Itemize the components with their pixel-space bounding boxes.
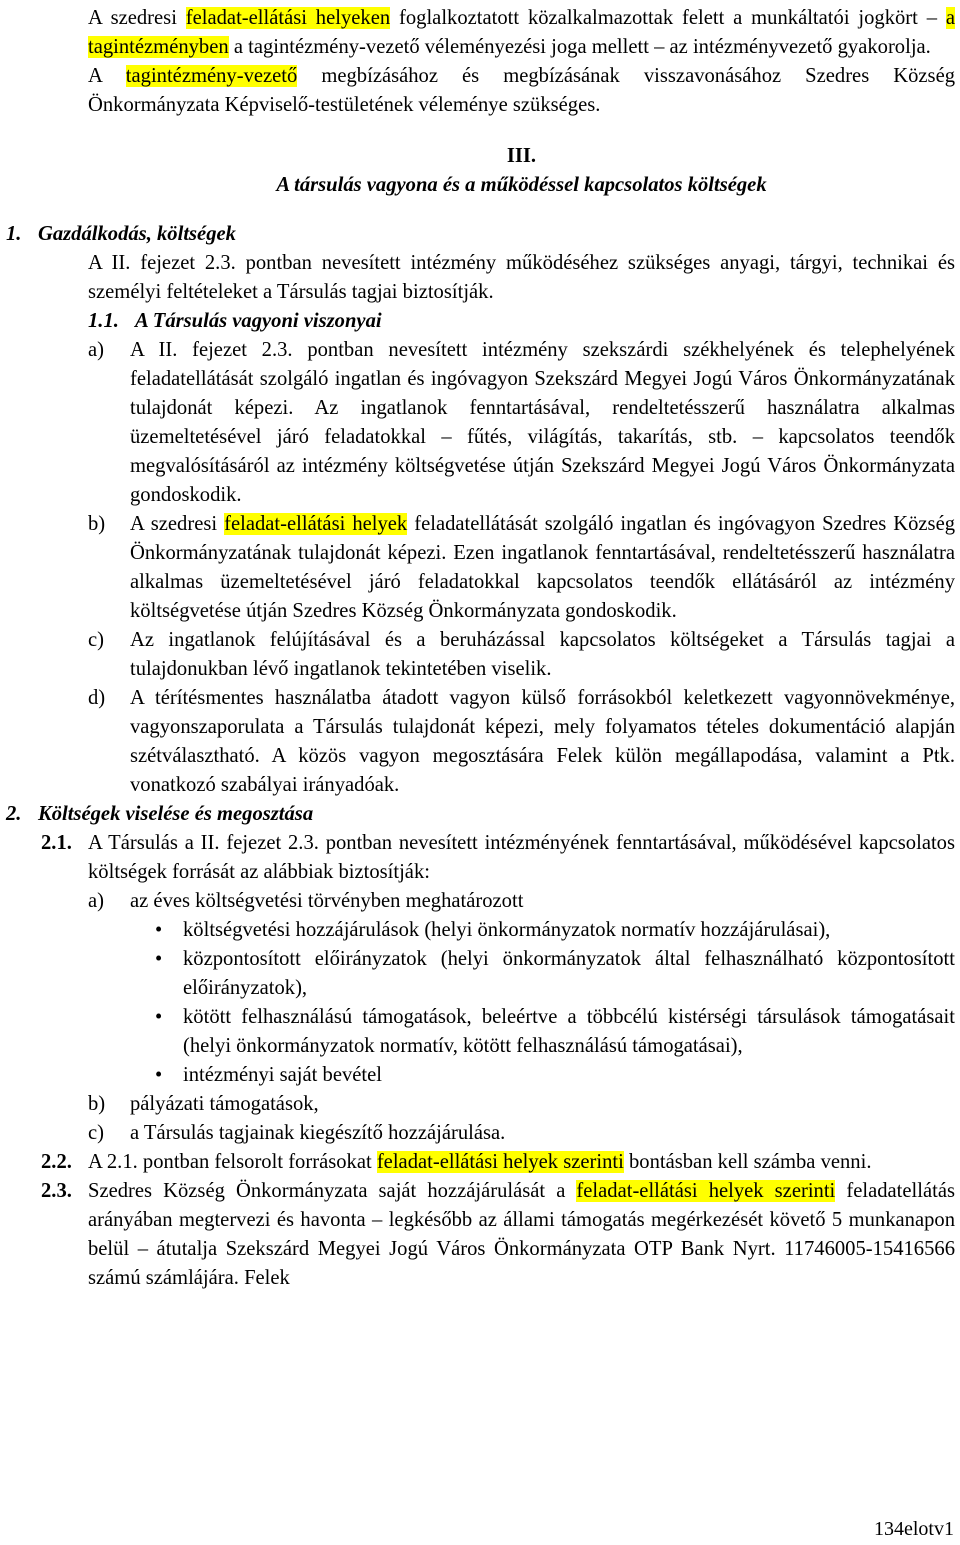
list-item-2-1-a: a) az éves költségvetési törvényben meghatározott <box>88 890 524 912</box>
list-item-2-1-c: c) a Társulás tagjainak kiegészítő hozzájárulása. <box>88 1122 506 1144</box>
list-item-d: d) A térítésmentes használatba átadott vagyon külső forrásokból keletkezett vagyonnövekménye, vagyonszaporulata a Társulás tulajdonát képezi, mely folyamatos tételes dokumentáció alapján szétválasztható. A közös vagyon megosztására Felek külön megállapodása, valamint a Ptk. vonatkozó szabályai irányadóak. <box>88 687 955 796</box>
highlight: tagintézmény-vezető <box>125 65 298 87</box>
highlight: feladat-ellátási helyeken <box>185 7 391 29</box>
list-item-a: a) A II. fejezet 2.3. pontban nevesített intézmény szekszárdi székhelyének és telephelyének feladatellátását szolgáló ingatlan és ingóvagyon Szekszárd Megyei Jogú Város Önkormányzatának tulajdonát képezi. Az ingatlanok fenntartásával, rendeltetésszerű használatra alkalmas üzemeltetésével járó feladatokkal – fűtés, világítás, takarítás, stb. – kapcsolatos teendők megvalósításáról az intézmény költségvetése útján Szekszárd Megyei Jogú Város Önkormányzata gondoskodik. <box>88 339 955 506</box>
heading-2: 2. Költségek viselése és megosztása <box>6 803 314 825</box>
highlight: feladat-ellátási helyek szerinti <box>376 1151 624 1173</box>
bullet-icon: • <box>155 1006 163 1028</box>
section-title: A társulás vagyona és a működéssel kapcsolatos költségek <box>276 174 767 196</box>
heading-1: 1. Gazdálkodás, költségek <box>6 223 236 245</box>
highlight: feladat-ellátási helyek <box>224 513 408 535</box>
bullet-icon: • <box>155 1064 163 1086</box>
document-page <box>6 4 956 1293</box>
list-item-c: c) Az ingatlanok felújításával és a beruházással kapcsolatos költségeket a Társulás tagjai a tulajdonukban lévő ingatlanok tekintetében viselik. <box>88 629 955 680</box>
list-item-b: b) A szedresi feladat-ellátási helyek feladatellátását szolgáló ingatlan és ingóvagyon Szedres Község Önkormányzatának tulajdonát képezi. Ezen ingatlanok fenntartásával, rendeltetésszerű használatra alkalmas üzemeltetésével járó feladatokkal kapcsolatos teendők ellátásáról az intézmény költségvetése útján Szedres Község Önkormányzata gondoskodik. <box>88 513 956 622</box>
bullet-list <box>88 916 955 1090</box>
subsection-2-3: 2.3. Szedres Község Önkormányzata saját hozzájárulását a feladat-ellátási helyek szerinti feladatellátás arányában megtervezi és havonta – legkésőbb az állami támogatás megérkezését követő 5 munkanapon belül – átutalja Szekszárd Megyei Jogú Város Önkormányzata OTP Bank Nyrt. 11746005-15416566 számú számlájára. Felek <box>41 1180 955 1289</box>
subsection-2-2: 2.2. A 2.1. pontban felsorolt forrásokat feladat-ellátási helyek szerinti bontásban kell számba venni. <box>41 1151 872 1173</box>
section-number: III. <box>506 145 537 167</box>
bullet-icon: • <box>155 948 163 970</box>
highlight: a tagintézményben <box>88 7 956 58</box>
intro-paragraph-1: A szedresi feladat-ellátási helyeken foglalkoztatott közalkalmazottak felett a munkáltatói jogkört – a tagintézményben a tagintézmény-vezető véleményezési joga mellett – az intézményvezető gyakorolja. <box>88 7 956 58</box>
intro-paragraph-2: A tagintézmény-vezető megbízásához és megbízásának visszavonásához Szedres Község Önkormányzata Képviselő-testületének véleménye szükséges. <box>88 65 956 116</box>
bullet-item: • központosított előirányzatok (helyi önkormányzatok által felhasználható központosított előirányzatok), <box>88 945 955 1003</box>
bullet-item: • költségvetési hozzájárulások (helyi önkormányzatok normatív hozzájárulásai), <box>88 916 955 945</box>
paragraph-1: A II. fejezet 2.3. pontban nevesített intézmény működéséhez szükséges anyagi, tárgyi, technikai és személyi feltételeket a Társulás tagjai biztosítják. <box>88 252 955 303</box>
bullet-icon: • <box>155 919 163 941</box>
bullet-item: • kötött felhasználású támogatások, beleértve a többcélú kistérségi társulások támogatásait (helyi önkormányzatok normatív, kötött felhasználású támogatásai), <box>88 1003 955 1061</box>
subsection-2-1: 2.1. A Társulás a II. fejezet 2.3. pontban nevesített intézményének fenntartásával, működésével kapcsolatos költségek forrását az alábbiak biztosítják: <box>41 832 955 883</box>
page-footer: 134elotv1 <box>874 1518 954 1540</box>
highlight: feladat-ellátási helyek szerinti <box>576 1180 836 1202</box>
heading-1-1: 1.1. A Társulás vagyoni viszonyai <box>88 310 382 332</box>
bullet-item: • intézményi saját bevétel <box>88 1061 955 1090</box>
list-item-2-1-b: b) pályázati támogatások, <box>88 1093 319 1115</box>
